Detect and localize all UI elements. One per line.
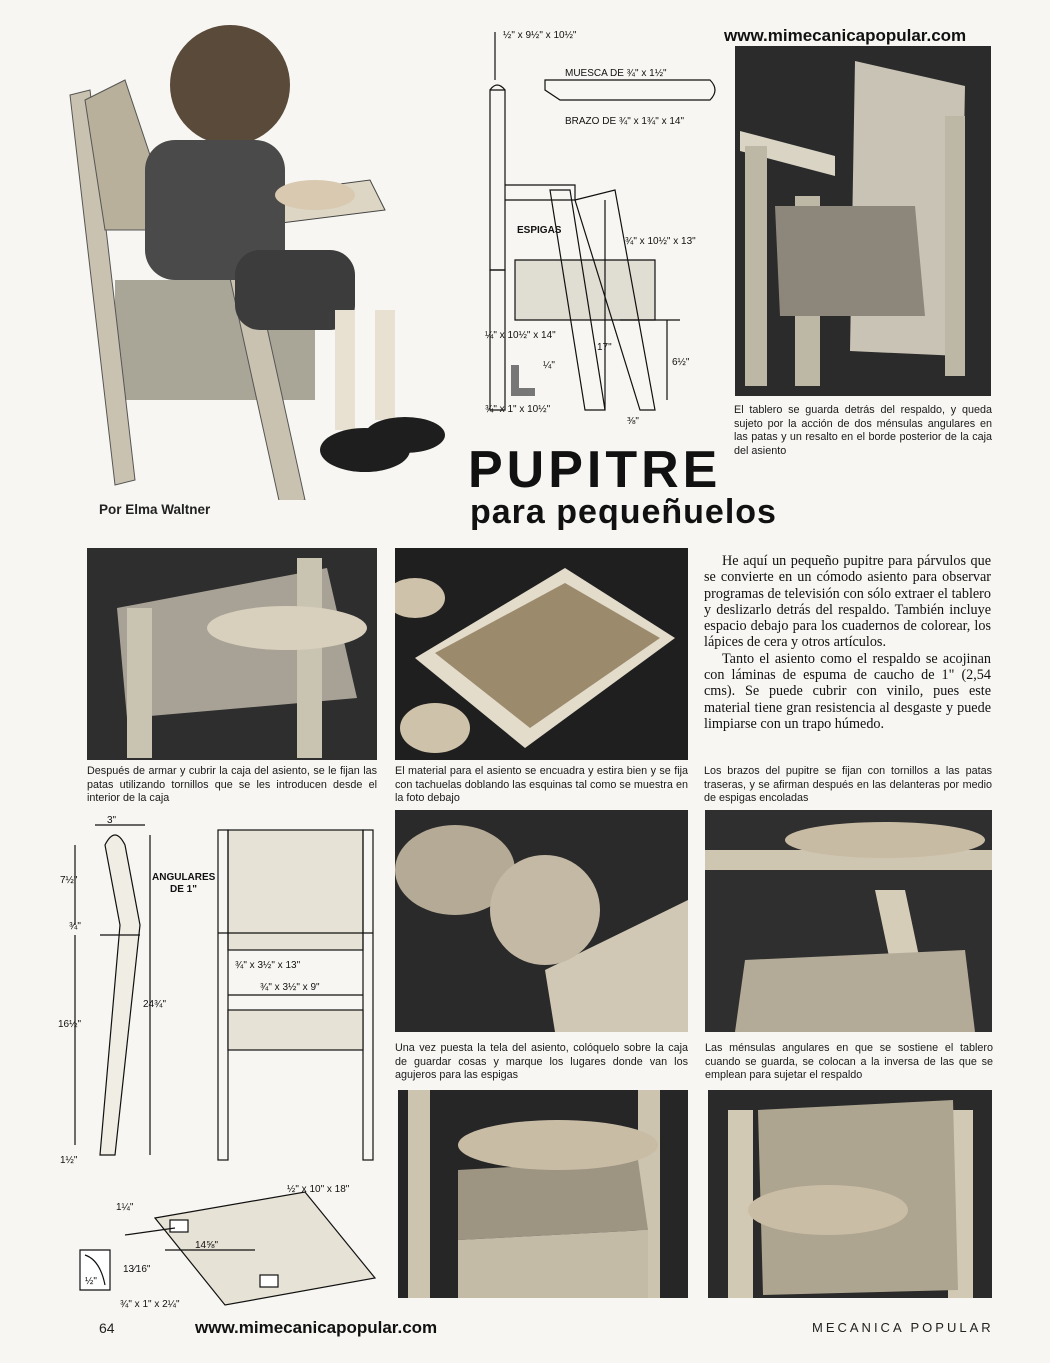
eighth-label: ⅜" bbox=[627, 416, 639, 427]
tray-cleat-label: ¾" x 1" x 2¼" bbox=[120, 1299, 180, 1310]
tray-a-label: 1¼" bbox=[116, 1202, 134, 1213]
caption-brackets: Las ménsulas angulares en que se sostiene el tablero cuando se guarda, se colocan a la inversa de las que se emplean para sujetar el respaldo bbox=[705, 1042, 993, 1082]
body-paragraph-1: He aquí un pequeño pupitre para párvulos que se convierte en un cómodo asiento para observar programas de televisión con sólo extraer el tablero y deslizarlo detrás del respaldo. También incluye espacio debajo para los cuadernos de colorear, los lápices de cera y otros artículos. bbox=[704, 553, 991, 651]
article-body bbox=[704, 553, 991, 732]
caption-seat-box: Después de armar y cubrir la caja del asiento, se le fijan las patas utilizando tornillos que se les introducen desde el interior de la caja bbox=[87, 765, 377, 805]
photo-arms bbox=[705, 810, 992, 1032]
article-title: PUPITRE bbox=[468, 441, 722, 499]
arm-label: BRAZO DE ¾" x 1¾" x 14" bbox=[565, 116, 685, 127]
back-frame-diagram bbox=[150, 825, 385, 1170]
rail2-label: ¾" x 3½" x 9" bbox=[260, 982, 320, 993]
seat-label: ¼" x 10½" x 14" bbox=[485, 330, 556, 341]
body-paragraph-2: Tanto el asiento como el respaldo se acojinan con láminas de espuma de caucho de 1" (2,54 cms). Se puede cubrir con vinilo, pues este material tiene gran resistencia al desgaste y puede limpiarse con un trapo húmedo. bbox=[704, 650, 991, 732]
hero-photo-child-at-desk bbox=[65, 10, 445, 500]
leg-d4-label: 24¾" bbox=[143, 999, 167, 1010]
footer-url[interactable]: www.mimecanicapopular.com bbox=[195, 1318, 438, 1337]
photo-chair-backrest bbox=[735, 46, 991, 396]
height-6-label: 6½" bbox=[672, 357, 690, 368]
rail1-label: ¾" x 3½" x 13" bbox=[235, 960, 301, 971]
dim-back-label: ½" x 9½" x 10½" bbox=[503, 30, 577, 41]
tray-d-label: ½" bbox=[85, 1276, 97, 1287]
caption-seat-fabric: Una vez puesta la tela del asiento, colóquelo sobre la caja de guardar cosas y marque los lugares donde van los agujeros para las espigas bbox=[395, 1042, 688, 1082]
angle-label: ¾" x 1" x 10½" bbox=[485, 404, 551, 415]
magazine-name: MECANICA POPULAR bbox=[812, 1320, 994, 1335]
angles-label-1: ANGULARES bbox=[152, 872, 216, 883]
notch-label: MUESCA DE ¾" x 1½" bbox=[565, 68, 667, 79]
leg-d1-label: 7½" bbox=[60, 875, 78, 886]
photo-seat-placement bbox=[398, 1090, 688, 1298]
tray-b-label: 14⅝" bbox=[195, 1240, 219, 1251]
tray-board-label: ½" x 10" x 18" bbox=[287, 1184, 350, 1195]
photo-seat-box-screwing bbox=[87, 548, 377, 760]
page-number: 64 bbox=[99, 1320, 115, 1336]
leg-d3-label: 16½" bbox=[58, 1019, 82, 1030]
caption-seat-material: El material para el asiento se encuadra y estira bien y se fija con tachuelas doblando las esquinas tal como se muestra en la foto debajo bbox=[395, 765, 688, 805]
leg-d5-label: 1½" bbox=[60, 1155, 78, 1165]
caption-backrest-storage: El tablero se guarda detrás del respaldo, y queda sujeto por la acción de dos ménsulas angulares en las patas y un resalto en el borde posterior de la caja del asiento bbox=[734, 404, 992, 457]
dowels-label: ESPIGAS bbox=[517, 225, 562, 236]
hero-illustration bbox=[65, 10, 445, 500]
side-view-diagram bbox=[455, 20, 735, 440]
angles-label-2: DE 1" bbox=[170, 884, 197, 895]
header-url[interactable]: www.mimecanicapopular.com bbox=[724, 26, 967, 45]
photo-angle-brackets bbox=[708, 1090, 992, 1298]
photo-seat-material bbox=[395, 548, 688, 760]
height-17-label: 17" bbox=[597, 342, 612, 353]
article-subtitle: para pequeñuelos bbox=[470, 493, 777, 531]
quarter-label: ¼" bbox=[543, 360, 555, 371]
leg-d2-label: ¾" bbox=[69, 921, 81, 932]
photo-fabric-corner bbox=[395, 810, 688, 1032]
author-byline: Por Elma Waltner bbox=[99, 502, 211, 517]
tray-c-label: 13⁄16" bbox=[123, 1264, 151, 1275]
caption-arms: Los brazos del pupitre se fijan con tornillos a las patas traseras, y se afirman después en las delanteras por medio de espigas encoladas bbox=[704, 765, 992, 805]
tray-diagram bbox=[75, 1180, 395, 1310]
leg-top-label: 3" bbox=[107, 815, 117, 826]
box-front-label: ¾" x 10½" x 13" bbox=[625, 236, 696, 247]
